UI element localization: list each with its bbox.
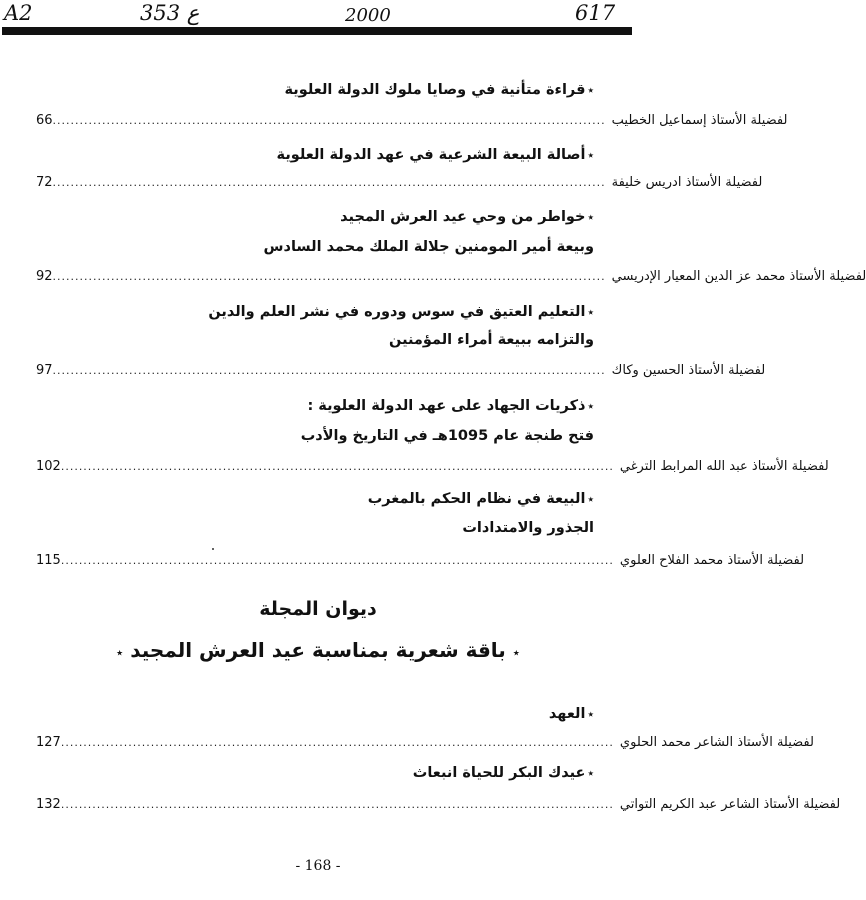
star-icon: ٭ bbox=[512, 646, 520, 661]
page-ref: 92 bbox=[36, 269, 53, 284]
poem-title: ٭العهد bbox=[548, 706, 594, 722]
dot-leader: ........................................................................................................................... bbox=[60, 736, 614, 749]
star-icon: ٭ bbox=[116, 646, 124, 661]
bullet-icon: ٭ bbox=[587, 148, 594, 162]
dot-leader: ........................................................................................................................... bbox=[52, 176, 606, 189]
toc-line bbox=[36, 459, 829, 479]
toc-line bbox=[36, 113, 788, 133]
page-ref: 115 bbox=[36, 553, 61, 568]
dot-leader: ........................................................................................................................... bbox=[52, 114, 606, 127]
author-name: لفضيلة الأستاذ ادريس خليفة bbox=[611, 175, 763, 190]
author-name: لفضيلة الأستاذ الحسين وكاك bbox=[611, 363, 766, 378]
page-ref: 97 bbox=[36, 363, 53, 378]
paper-speck bbox=[212, 548, 214, 550]
toc-line bbox=[36, 553, 805, 573]
bullet-icon: ٭ bbox=[587, 83, 594, 97]
bullet-icon: ٭ bbox=[587, 399, 594, 413]
entry-title-continued: الجذور والامتدادات bbox=[462, 520, 594, 536]
author-name: لفضيلة الأستاذ الشاعر عبد الكريم التواتي bbox=[619, 797, 841, 812]
toc-line bbox=[36, 269, 866, 289]
toc-line bbox=[36, 797, 841, 817]
dot-leader: ........................................................................................................................... bbox=[52, 364, 606, 377]
entry-title: ٭ذكريات الجهاد على عهد الدولة العلوية : bbox=[307, 398, 594, 414]
entry-title-continued: وبيعة أمير المومنين جلالة الملك محمد السادس bbox=[263, 239, 594, 255]
dot-leader: ........................................................................................................................... bbox=[52, 270, 606, 283]
page-ref: 132 bbox=[36, 797, 61, 812]
entry-title-continued: والتزامه ببيعة أمراء المؤمنين bbox=[389, 332, 594, 348]
header-rule bbox=[2, 27, 632, 35]
dot-leader: ........................................................................................................................... bbox=[60, 554, 614, 567]
bullet-icon: ٭ bbox=[587, 210, 594, 224]
entry-title: ٭خواطر من وحي عيد العرش المجيد bbox=[340, 209, 594, 225]
section-title: ديوان المجلة bbox=[259, 598, 377, 620]
toc-line bbox=[36, 363, 766, 383]
poem-title: ٭عيدك البكر للحياة انبعاث bbox=[412, 765, 594, 781]
dot-leader: ........................................................................................................................... bbox=[60, 460, 614, 473]
bullet-icon: ٭ bbox=[587, 766, 594, 780]
header-ref: 617 bbox=[575, 1, 616, 25]
author-name: لفضيلة الأستاذ محمد الفلاح العلوي bbox=[619, 553, 805, 568]
bullet-icon: ٭ bbox=[587, 707, 594, 721]
entry-title: ٭التعليم العتيق في سوس ودوره في نشر العلم والدين bbox=[208, 304, 594, 320]
page-ref: 127 bbox=[36, 735, 61, 750]
section-subtitle: ٭ باقة شعرية بمناسبة عيد العرش المجيد ٭ bbox=[116, 638, 520, 662]
bullet-icon: ٭ bbox=[587, 305, 594, 319]
toc-line bbox=[36, 175, 763, 195]
entry-title: ٭أصالة البيعة الشرعية في عهد الدولة العلوية bbox=[276, 147, 594, 163]
author-name: لفضيلة الأستاذ عبد الله المرابط الترغي bbox=[619, 459, 829, 474]
bullet-icon: ٭ bbox=[587, 492, 594, 506]
page-ref: 72 bbox=[36, 175, 53, 190]
page-ref: 102 bbox=[36, 459, 61, 474]
entry-title: ٭قراءة متأنية في وصايا ملوك الدولة العلوية bbox=[284, 82, 594, 98]
entry-title-continued: فتح طنجة عام 1095هـ في التاريخ والأدب bbox=[300, 428, 594, 444]
page-ref: 66 bbox=[36, 113, 53, 128]
entry-title: ٭البيعة في نظام الحكم بالمغرب bbox=[367, 491, 594, 507]
toc-line bbox=[36, 735, 814, 755]
page-number: - 168 - bbox=[295, 858, 341, 874]
author-name: لفضيلة الأستاذ الشاعر محمد الحلوي bbox=[619, 735, 814, 750]
header-code: A2 bbox=[4, 1, 33, 25]
header-year: 2000 bbox=[345, 5, 391, 26]
header-number: 353 ع bbox=[140, 1, 200, 25]
author-name: لفضيلة الأستاذ محمد عز الدين المعيار الإدريسي bbox=[611, 269, 866, 284]
author-name: لفضيلة الأستاذ إسماعيل الخطيب bbox=[611, 113, 788, 128]
dot-leader: ........................................................................................................................... bbox=[60, 798, 614, 811]
